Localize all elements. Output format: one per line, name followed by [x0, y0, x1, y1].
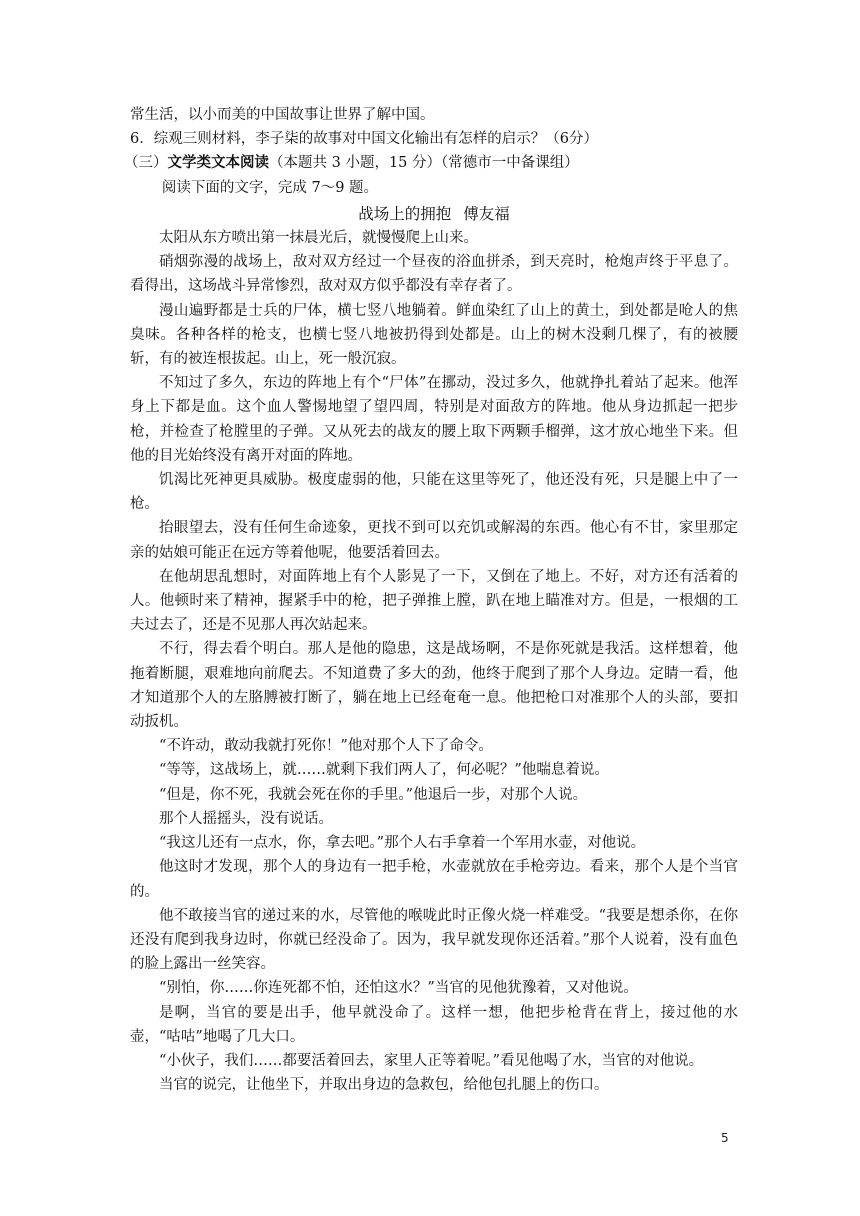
intro-line: 常生活，以小而美的中国故事让世界了解中国。 — [130, 107, 435, 123]
story-paragraph: 漫山遍野都是士兵的尸体，横七竖八地躺着。鲜血染红了山上的黄土，到处都是呛人的焦臭味。各种各样的枪支，也横七竖八地被扔得到处都是。山上的树木没剩几棵了，有的被腰斩，有的被连根拔起。山上，死一般沉寂。 — [130, 302, 738, 368]
section-3-header — [124, 151, 738, 175]
story-dialogue: “等等，这战场上，就……就剩下我们两人了，何必呢？”他喘息着说。 — [159, 762, 609, 779]
story-paragraph: 那个人摇摇头，没有说话。 — [159, 810, 333, 827]
story-paragraph: 抬眼望去，没有任何生命迹象，更找不到可以充饥或解渴的东西。他心有不甘，家里那定亲的姑娘可能正在远方等着他呢，他要活着回去。 — [130, 520, 738, 561]
question-6: 6．综观三则材料，李子柒的故事对中国文化输出有怎样的启示？（6分） — [130, 131, 598, 148]
story-heading — [130, 202, 738, 226]
story-paragraph: 饥渴比死神更具威胁。极度虚弱的他，只能在这里等死了，他还没有死，只是腿上中了一枪。 — [130, 472, 738, 513]
story-paragraph: 他这时才发现，那个人的身边有一把手枪，水壶就放在手枪旁边。看来，那个人是个当官的。 — [130, 859, 738, 900]
section-3-title: 文学类文本阅读 — [167, 155, 269, 172]
story-paragraph: 他不敢接当官的递过来的水，尽管他的喉咙此时正像火烧一样难受。“我要是想杀你，在你还没有爬到我身边时，你就已经没命了。因为，我早就发现你还活着。”那个人说着，没有血色的脸上露出一丝笑容。 — [130, 907, 738, 973]
story-author: 傅友福 — [463, 204, 510, 223]
story-paragraph: 太阳从东方喷出第一抹晨光后，就慢慢爬上山来。 — [159, 230, 478, 247]
page-number: 5 — [721, 1131, 729, 1145]
reading-instruction: 阅读下面的文字，完成 7～9 题。 — [161, 179, 379, 196]
story-dialogue: “不许动，敢动我就打死你！”他对那个人下了命令。 — [159, 738, 493, 755]
page-content — [124, 103, 738, 1097]
story-paragraph: 不知过了多久，东边的阵地上有个“尸体”在挪动，没过多久，他就挣扎着站了起来。他浑身上下都是血。这个血人警惕地望了望四周，特别是对面敌方的阵地。他从身边抓起一把步枪，并检查了枪膛里的子弹。又从死去的战友的腰上取下两颗手榴弹，这才放心地坐下来。但他的目光始终没有离开对面的阵地。 — [130, 375, 738, 464]
story-dialogue: “别怕，你……你连死都不怕，还怕这水？”当官的见他犹豫着，又对他说。 — [159, 980, 638, 997]
story-paragraph: 硝烟弥漫的战场上，敌对双方经过一个昼夜的浴血拼杀，到天亮时，枪炮声终于平息了。看得出，这场战斗异常惨烈，敌对双方似乎都没有幸存者了。 — [130, 254, 738, 295]
story-paragraph: 不行，得去看个明白。那人是他的隐患，这是战场啊，不是你死就是我活。这样想着，他拖着断腿，艰难地向前爬去。不知道费了多大的劲，他终于爬到了那个人身边。定睛一看，他才知道那个人的左胳膊被打断了，躺在地上已经奄奄一息。他把枪口对准那个人的头部，要扣动扳机。 — [130, 641, 738, 731]
story-dialogue: “小伙子，我们……都要活着回去，家里人正等着呢。”看见他喝了水，当官的对他说。 — [159, 1052, 704, 1069]
story-dialogue: “但是，你不死，我就会死在你的手里。”他退后一步，对那个人说。 — [159, 786, 588, 803]
section-3-suffix: （本题共 3 小题，15 分）（常德市一中备课组） — [269, 155, 579, 172]
story-paragraph: 在他胡思乱想时，对面阵地上有个人影晃了一下，又倒在了地上。不好，对方还有活着的人。他顿时来了精神，握紧手中的枪，把子弹推上膛，趴在地上瞄准对方。但是，一根烟的工夫过去了，还是不见那人再次站起来。 — [130, 568, 738, 634]
story-paragraph: 是啊，当官的要是出手，他早就没命了。这样一想，他把步枪背在背上，接过他的水壶，“咕咕”地喝了几大口。 — [130, 1004, 738, 1045]
section-3-prefix: （三） — [124, 155, 168, 172]
story-title: 战场上的拥抱 — [358, 204, 452, 223]
story-dialogue: “我这儿还有一点水，你，拿去吧。”那个人右手拿着一个军用水壶，对他说。 — [159, 835, 646, 852]
story-paragraph: 当官的说完，让他坐下，并取出身边的急救包，给他包扎腿上的伤口。 — [159, 1077, 609, 1094]
